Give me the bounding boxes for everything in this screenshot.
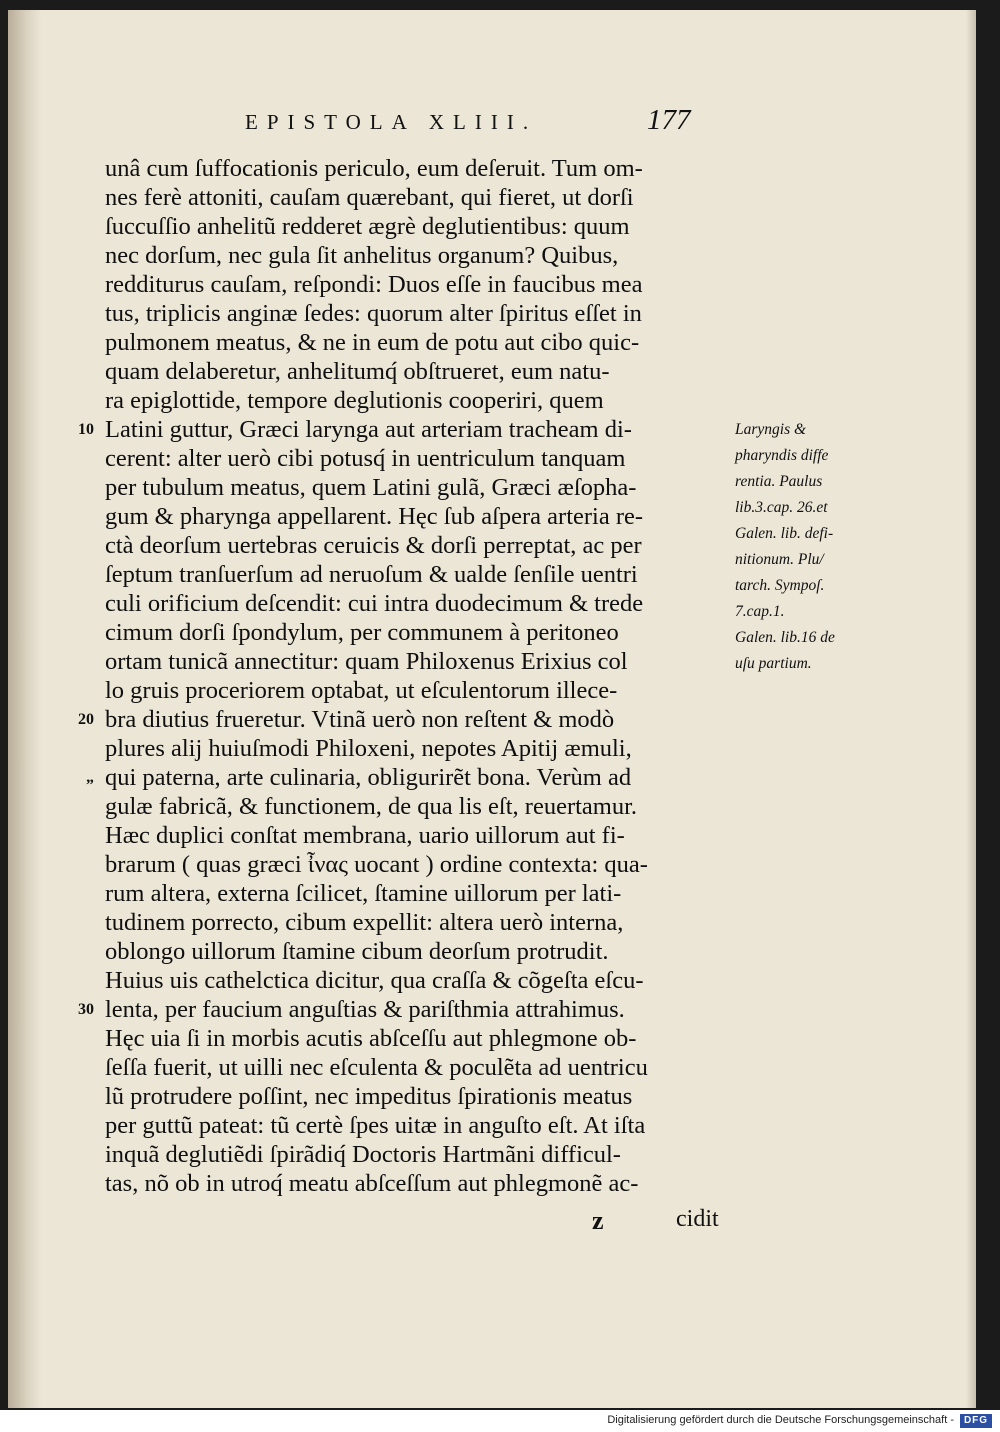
- text-line: ra epiglottide, tempore deglutionis cooperiri, quem: [105, 387, 604, 414]
- page-gutter-shadow: [8, 10, 42, 1408]
- text-line: brarum ( quas græci ἶνας uocant ) ordine contexta: qua-: [105, 851, 648, 878]
- running-title: EPISTOLA XLIII.: [245, 110, 538, 134]
- text-line: quam delaberetur, anhelitumq́ obſtrueret, eum natu-: [105, 358, 610, 385]
- line-number-mark: „: [86, 769, 94, 786]
- side-note-line: pharyndis diffe: [735, 447, 829, 464]
- text-line: nes ferè attoniti, cauſam quærebant, qui fieret, ut dorſi: [105, 184, 634, 211]
- text-line: nec dorſum, nec gula ſit anhelitus organum? Quibus,: [105, 242, 619, 269]
- text-line: gulæ fabricã, & functionem, de qua lis eſt, reuertamur.: [105, 793, 638, 820]
- line-number-20: 20: [78, 711, 94, 728]
- text-line: ortam tunicã annectitur: quam Philoxenus Erixius col: [105, 648, 628, 675]
- page-number: 177: [647, 104, 691, 136]
- text-line: Latini guttur, Græci larynga aut arteriam tracheam di-: [105, 416, 632, 443]
- side-note-line: Galen. lib.16 de: [735, 629, 835, 646]
- text-line: per guttũ pateat: tũ certè ſpes uitæ in anguſto eſt. At iſta: [105, 1112, 646, 1139]
- side-note-line: Laryngis &: [735, 421, 807, 438]
- text-line: ſeſſa fuerit, ut uilli nec eſculenta & poculẽta ad uentricu: [105, 1054, 648, 1081]
- text-line: lenta, per faucium anguſtias & pariſthmia attrahimus.: [105, 996, 625, 1023]
- text-line: Huius uis cathelctica dicitur, qua craſſa & cõgeſta eſcu-: [105, 967, 644, 994]
- text-line: gum & pharynga appellarent. Hęc ſub aſpera arteria re-: [105, 503, 644, 530]
- text-line: plures alij huiuſmodi Philoxeni, nepotes Apitij æmuli,: [105, 735, 632, 762]
- text-line: inquã deglutiẽdi ſpirãdiq́ Doctoris Hartmãni difficul-: [105, 1141, 621, 1168]
- text-line: redditurus cauſam, reſpondi: Duos eſſe in faucibus mea: [105, 271, 643, 298]
- text-line: Hæc duplici conſtat membrana, uario uillorum aut fi-: [105, 822, 625, 849]
- text-line: cerent: alter uerò cibi potusq́ in uentriculum tanquam: [105, 445, 626, 472]
- text-line: ſeptum tranſuerſum ad neruoſum & ualde ſenſile uentri: [105, 561, 638, 588]
- side-note-line: rentia. Paulus: [735, 473, 823, 490]
- line-number-30: 30: [78, 1001, 94, 1018]
- side-note-line: Galen. lib. defi-: [735, 525, 834, 542]
- side-note-line: 7.cap.1.: [735, 603, 785, 620]
- text-line: per tubulum meatus, quem Latini gulã, Græci æſopha-: [105, 474, 637, 501]
- page-edge-shadow: [966, 10, 976, 1408]
- text-line: tudinem porrecto, cibum expellit: altera uerò interna,: [105, 909, 624, 936]
- text-line: unâ cum ſuffocationis periculo, eum deſeruit. Tum om-: [105, 155, 643, 182]
- text-line: qui paterna, arte culinaria, obligurirẽt bona. Verùm ad: [105, 764, 632, 791]
- side-note-line: tarch. Sympoſ.: [735, 577, 825, 594]
- running-header: [245, 104, 845, 144]
- text-line: lũ protrudere poſſint, nec impeditus ſpirationis meatus: [105, 1083, 633, 1110]
- text-line: rum altera, externa ſcilicet, ſtamine uillorum per lati-: [105, 880, 622, 907]
- text-line: bra diutius frueretur. Vtinã uerò non reſtent & modò: [105, 706, 615, 733]
- signature-mark: z: [592, 1206, 604, 1235]
- viewer-footer: [0, 1410, 1000, 1432]
- text-line: tas, nõ ob in utroq́ meatu abſceſſum aut phlegmonẽ ac-: [105, 1170, 639, 1197]
- text-line: cimum dorſi ſpondylum, per communem à peritoneo: [105, 619, 619, 646]
- side-note-line: nitionum. Plu/: [735, 551, 824, 568]
- side-note-line: uſu partium.: [735, 655, 812, 672]
- text-line: lo gruis proceriorem optabat, ut eſculentorum illece-: [105, 677, 618, 704]
- dfg-logo[interactable]: DFG: [960, 1414, 992, 1428]
- text-line: culi orificium deſcendit: cui intra duodecimum & trede: [105, 590, 644, 617]
- text-line: Hęc uia ſi in morbis acutis abſceſſu aut phlegmone ob-: [105, 1025, 637, 1052]
- line-number-10: 10: [78, 421, 94, 438]
- text-line: oblongo uillorum ſtamine cibum deorſum protrudit.: [105, 938, 609, 965]
- funding-notice: Digitalisierung gefördert durch die Deutsche Forschungsgemeinschaft -: [607, 1414, 954, 1426]
- text-line: pulmonem meatus, & ne in eum de potu aut cibo quic-: [105, 329, 640, 356]
- side-note-line: lib.3.cap. 26.et: [735, 499, 828, 516]
- text-line: ctà deorſum uertebras ceruicis & dorſi perreptat, ac per: [105, 532, 642, 559]
- text-line: ſuccuſſio anhelitũ redderet ægrè deglutientibus: quum: [105, 213, 630, 240]
- catchword: cidit: [676, 1206, 719, 1232]
- text-line: tus, triplicis anginæ ſedes: quorum alter ſpiritus eſſet in: [105, 300, 642, 327]
